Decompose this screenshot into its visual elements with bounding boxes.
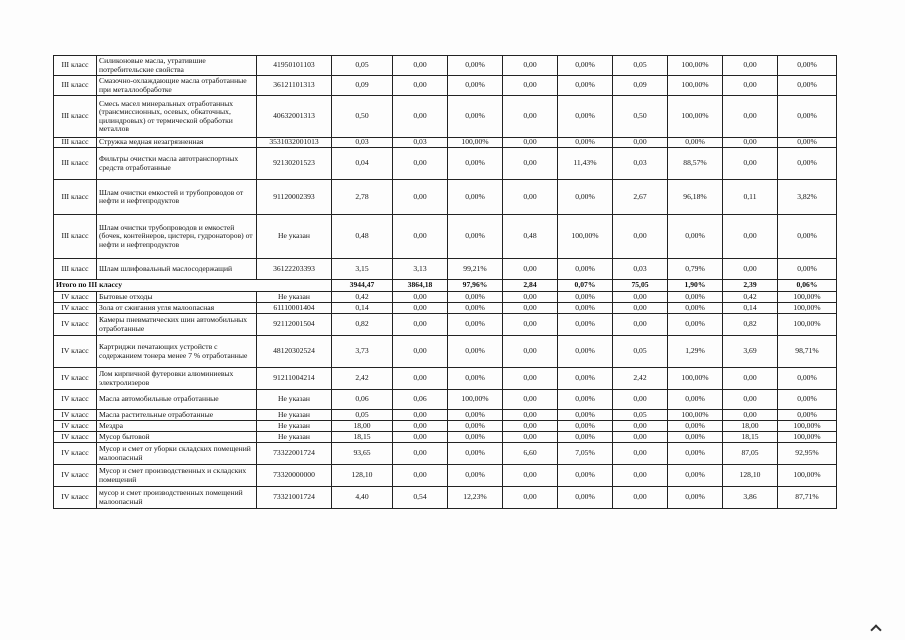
waste-name-cell: мусор и смет производственных помещений малоопасный xyxy=(97,487,257,509)
amount-cell: 0,00 xyxy=(503,96,558,138)
amount-cell: 0,00 xyxy=(723,368,778,390)
percent-cell: 97,96% xyxy=(448,280,503,292)
percent-cell: 0,00% xyxy=(558,410,613,421)
amount-cell: 0,05 xyxy=(613,410,668,421)
waste-name-cell: Шлам очистки емкостей и трубопроводов от нефти и нефтепродуктов xyxy=(97,180,257,215)
amount-cell: 75,05 xyxy=(613,280,668,292)
waste-name-cell: Шлам очистки трубопроводов и емкостей (бочек, контейнеров, цистерн, гудронаторов) от нефти и нефтепродуктов xyxy=(97,215,257,259)
amount-cell: 0,00 xyxy=(613,487,668,509)
percent-cell: 0,00% xyxy=(558,259,613,280)
amount-cell: 2,67 xyxy=(613,180,668,215)
table-row xyxy=(54,148,837,180)
percent-cell: 0,06% xyxy=(778,280,837,292)
percent-cell: 0,00% xyxy=(448,314,503,336)
amount-cell: 0,00 xyxy=(393,368,448,390)
waste-name-cell: Картриджи печатающих устройств с содержанием тонера менее 7 % отработанные xyxy=(97,336,257,368)
waste-name-cell: Бытовые отходы xyxy=(97,292,257,303)
percent-cell: 100,00% xyxy=(558,215,613,259)
hazard-class-cell: IV класс xyxy=(54,390,97,410)
total-amount-cell: 3944,47 xyxy=(332,280,393,292)
percent-cell: 100,00% xyxy=(668,410,723,421)
amount-cell: 87,05 xyxy=(723,443,778,465)
percent-cell: 0,00% xyxy=(448,421,503,432)
amount-cell: 0,42 xyxy=(723,292,778,303)
waste-name-cell: Масла автомобильные отработанные xyxy=(97,390,257,410)
hazard-class-cell: IV класс xyxy=(54,368,97,390)
table-row xyxy=(54,180,837,215)
percent-cell: 0,00% xyxy=(778,96,837,138)
amount-cell: 0,00 xyxy=(503,138,558,148)
amount-cell: 0,14 xyxy=(723,303,778,314)
amount-cell: 6,60 xyxy=(503,443,558,465)
fkko-code-cell: 3531032001013 xyxy=(257,138,332,148)
percent-cell: 0,00% xyxy=(668,390,723,410)
amount-cell: 3,69 xyxy=(723,336,778,368)
hazard-class-cell: IV класс xyxy=(54,303,97,314)
percent-cell: 0,00% xyxy=(668,215,723,259)
total-amount-cell: 93,65 xyxy=(332,443,393,465)
amount-cell: 0,00 xyxy=(393,421,448,432)
percent-cell: 0,00% xyxy=(558,292,613,303)
waste-table xyxy=(53,55,837,509)
amount-cell: 0,00 xyxy=(393,303,448,314)
fkko-code-cell: 41950101103 xyxy=(257,56,332,76)
table-row xyxy=(54,390,837,410)
hazard-class-cell: IV класс xyxy=(54,336,97,368)
total-amount-cell: 0,06 xyxy=(332,390,393,410)
amount-cell: 0,05 xyxy=(613,56,668,76)
amount-cell: 0,00 xyxy=(393,432,448,443)
amount-cell: 0,00 xyxy=(613,465,668,487)
percent-cell: 0,00% xyxy=(448,292,503,303)
percent-cell: 0,00% xyxy=(448,215,503,259)
amount-cell: 0,00 xyxy=(503,314,558,336)
table-row xyxy=(54,56,837,76)
amount-cell: 0,00 xyxy=(393,76,448,96)
percent-cell: 0,00% xyxy=(778,76,837,96)
fkko-code-cell: 91120002393 xyxy=(257,180,332,215)
hazard-class-cell: III класс xyxy=(54,180,97,215)
hazard-class-cell: IV класс xyxy=(54,292,97,303)
percent-cell: 0,00% xyxy=(668,303,723,314)
table-row xyxy=(54,314,837,336)
amount-cell: 0,00 xyxy=(723,138,778,148)
percent-cell: 11,43% xyxy=(558,148,613,180)
percent-cell: 100,00% xyxy=(778,292,837,303)
total-amount-cell: 3,73 xyxy=(332,336,393,368)
percent-cell: 0,00% xyxy=(448,465,503,487)
total-amount-cell: 18,15 xyxy=(332,432,393,443)
percent-cell: 0,00% xyxy=(668,465,723,487)
table-row xyxy=(54,421,837,432)
percent-cell: 0,00% xyxy=(448,148,503,180)
amount-cell: 0,54 xyxy=(393,487,448,509)
amount-cell: 0,09 xyxy=(613,76,668,96)
percent-cell: 100,00% xyxy=(778,303,837,314)
fkko-code-cell: 92130201523 xyxy=(257,148,332,180)
amount-cell: 0,00 xyxy=(613,292,668,303)
waste-name-cell: Мусор и смет от уборки складских помещений малоопасный xyxy=(97,443,257,465)
percent-cell: 100,00% xyxy=(448,138,503,148)
amount-cell: 0,00 xyxy=(723,390,778,410)
fkko-code-cell: 92112001504 xyxy=(257,314,332,336)
percent-cell: 0,00% xyxy=(558,76,613,96)
waste-name-cell: Камеры пневматических шин автомобильных отработанные xyxy=(97,314,257,336)
waste-name-cell: Зола от сжигания угля малоопасная xyxy=(97,303,257,314)
amount-cell: 0,00 xyxy=(613,215,668,259)
waste-name-cell: Стружка медная незагрязненная xyxy=(97,138,257,148)
amount-cell: 128,10 xyxy=(723,465,778,487)
percent-cell: 100,00% xyxy=(778,314,837,336)
table-row xyxy=(54,259,837,280)
amount-cell: 3,86 xyxy=(723,487,778,509)
amount-cell: 2,42 xyxy=(613,368,668,390)
percent-cell: 0,00% xyxy=(448,180,503,215)
percent-cell: 0,00% xyxy=(778,215,837,259)
fkko-code-cell: 61110001404 xyxy=(257,303,332,314)
percent-cell: 0,00% xyxy=(558,96,613,138)
amount-cell: 0,00 xyxy=(613,421,668,432)
waste-name-cell: Мездра xyxy=(97,421,257,432)
amount-cell: 0,00 xyxy=(393,410,448,421)
percent-cell: 100,00% xyxy=(778,432,837,443)
table-row xyxy=(54,96,837,138)
fkko-code-cell: 36122203393 xyxy=(257,259,332,280)
table-row xyxy=(54,292,837,303)
amount-cell: 0,00 xyxy=(393,56,448,76)
amount-cell: 0,00 xyxy=(723,56,778,76)
percent-cell: 88,57% xyxy=(668,148,723,180)
table-row xyxy=(54,410,837,421)
amount-cell: 0,00 xyxy=(503,303,558,314)
amount-cell: 0,00 xyxy=(503,487,558,509)
waste-name-cell: Лом кирпичной футеровки алюминиевых электролизеров xyxy=(97,368,257,390)
fkko-code-cell: Не указан xyxy=(257,215,332,259)
fkko-code-cell: Не указан xyxy=(257,421,332,432)
hazard-class-cell: III класс xyxy=(54,259,97,280)
waste-name-cell: Мусор бытовой xyxy=(97,432,257,443)
percent-cell: 96,18% xyxy=(668,180,723,215)
table-row xyxy=(54,432,837,443)
percent-cell: 92,95% xyxy=(778,443,837,465)
amount-cell: 0,48 xyxy=(503,215,558,259)
page-edge-mark xyxy=(870,624,881,635)
hazard-class-cell: III класс xyxy=(54,215,97,259)
amount-cell: 0,00 xyxy=(503,368,558,390)
percent-cell: 98,71% xyxy=(778,336,837,368)
total-amount-cell: 0,05 xyxy=(332,410,393,421)
hazard-class-cell: IV класс xyxy=(54,314,97,336)
amount-cell: 0,00 xyxy=(503,421,558,432)
fkko-code-cell: Не указан xyxy=(257,390,332,410)
amount-cell: 0,00 xyxy=(393,443,448,465)
amount-cell: 3864,18 xyxy=(393,280,448,292)
fkko-code-cell: 36121101313 xyxy=(257,76,332,96)
percent-cell: 0,00% xyxy=(778,390,837,410)
amount-cell: 0,00 xyxy=(503,259,558,280)
total-amount-cell: 0,48 xyxy=(332,215,393,259)
amount-cell: 0,00 xyxy=(503,465,558,487)
total-amount-cell: 0,42 xyxy=(332,292,393,303)
amount-cell: 0,00 xyxy=(503,56,558,76)
waste-name-cell: Шлам шлифовальный маслосодержащий xyxy=(97,259,257,280)
table-row xyxy=(54,336,837,368)
total-amount-cell: 2,42 xyxy=(332,368,393,390)
fkko-code-cell: 73320000000 xyxy=(257,465,332,487)
hazard-class-cell: III класс xyxy=(54,148,97,180)
table-row xyxy=(54,368,837,390)
table-row xyxy=(54,215,837,259)
amount-cell: 0,00 xyxy=(723,410,778,421)
table-total-row xyxy=(54,280,837,292)
hazard-class-cell: IV класс xyxy=(54,443,97,465)
amount-cell: 0,50 xyxy=(613,96,668,138)
hazard-class-cell: III класс xyxy=(54,138,97,148)
amount-cell: 0,00 xyxy=(503,76,558,96)
percent-cell: 0,00% xyxy=(668,421,723,432)
percent-cell: 0,00% xyxy=(558,180,613,215)
percent-cell: 12,23% xyxy=(448,487,503,509)
amount-cell: 0,00 xyxy=(723,96,778,138)
percent-cell: 0,00% xyxy=(558,390,613,410)
amount-cell: 0,05 xyxy=(613,336,668,368)
percent-cell: 0,00% xyxy=(558,368,613,390)
percent-cell: 87,71% xyxy=(778,487,837,509)
percent-cell: 0,00% xyxy=(558,138,613,148)
total-amount-cell: 0,14 xyxy=(332,303,393,314)
total-amount-cell: 0,03 xyxy=(332,138,393,148)
amount-cell: 0,00 xyxy=(503,148,558,180)
waste-name-cell: Масла растительные отработанные xyxy=(97,410,257,421)
percent-cell: 0,00% xyxy=(558,487,613,509)
amount-cell: 0,11 xyxy=(723,180,778,215)
hazard-class-cell: IV класс xyxy=(54,410,97,421)
percent-cell: 99,21% xyxy=(448,259,503,280)
percent-cell: 0,00% xyxy=(778,410,837,421)
amount-cell: 0,00 xyxy=(503,180,558,215)
hazard-class-cell: III класс xyxy=(54,96,97,138)
fkko-code-cell: Не указан xyxy=(257,410,332,421)
percent-cell: 0,00% xyxy=(448,432,503,443)
amount-cell: 0,00 xyxy=(393,96,448,138)
percent-cell: 0,00% xyxy=(448,303,503,314)
total-amount-cell: 128,10 xyxy=(332,465,393,487)
total-amount-cell: 0,82 xyxy=(332,314,393,336)
percent-cell: 0,00% xyxy=(558,421,613,432)
table-row xyxy=(54,303,837,314)
amount-cell: 18,15 xyxy=(723,432,778,443)
waste-name-cell: Фильтры очистки масла автотранспортных средств отработанные xyxy=(97,148,257,180)
amount-cell: 0,00 xyxy=(393,292,448,303)
amount-cell: 0,00 xyxy=(393,336,448,368)
percent-cell: 0,00% xyxy=(668,138,723,148)
fkko-code-cell: 48120302524 xyxy=(257,336,332,368)
total-amount-cell: 0,04 xyxy=(332,148,393,180)
amount-cell: 0,00 xyxy=(613,443,668,465)
fkko-code-cell: 73322001724 xyxy=(257,443,332,465)
total-amount-cell: 18,00 xyxy=(332,421,393,432)
percent-cell: 100,00% xyxy=(778,465,837,487)
percent-cell: 100,00% xyxy=(668,56,723,76)
amount-cell: 0,00 xyxy=(503,410,558,421)
amount-cell: 0,03 xyxy=(613,259,668,280)
percent-cell: 0,00% xyxy=(448,368,503,390)
waste-name-cell: Смесь масел минеральных отработанных (трансмиссионных, осевых, обкаточных, цилиндровых) от термической обработки металлов xyxy=(97,96,257,138)
hazard-class-cell: IV класс xyxy=(54,487,97,509)
percent-cell: 100,00% xyxy=(668,76,723,96)
percent-cell: 3,82% xyxy=(778,180,837,215)
percent-cell: 0,00% xyxy=(558,314,613,336)
hazard-class-cell: III класс xyxy=(54,76,97,96)
percent-cell: 0,00% xyxy=(448,410,503,421)
amount-cell: 0,00 xyxy=(723,148,778,180)
percent-cell: 0,00% xyxy=(778,56,837,76)
percent-cell: 100,00% xyxy=(668,96,723,138)
percent-cell: 0,00% xyxy=(448,336,503,368)
amount-cell: 0,03 xyxy=(393,138,448,148)
percent-cell: 0,00% xyxy=(668,487,723,509)
percent-cell: 0,00% xyxy=(448,443,503,465)
percent-cell: 0,00% xyxy=(558,336,613,368)
amount-cell: 0,06 xyxy=(393,390,448,410)
amount-cell: 0,00 xyxy=(503,432,558,443)
amount-cell: 0,00 xyxy=(393,148,448,180)
percent-cell: 0,00% xyxy=(448,56,503,76)
fkko-code-cell: 91211004214 xyxy=(257,368,332,390)
amount-cell: 0,00 xyxy=(503,336,558,368)
amount-cell: 0,00 xyxy=(503,292,558,303)
percent-cell: 7,05% xyxy=(558,443,613,465)
amount-cell: 0,82 xyxy=(723,314,778,336)
table-row xyxy=(54,465,837,487)
amount-cell: 18,00 xyxy=(723,421,778,432)
amount-cell: 0,00 xyxy=(393,314,448,336)
table-row xyxy=(54,487,837,509)
amount-cell: 3,13 xyxy=(393,259,448,280)
table-body xyxy=(54,56,837,509)
amount-cell: 0,00 xyxy=(393,465,448,487)
total-amount-cell: 4,40 xyxy=(332,487,393,509)
percent-cell: 0,00% xyxy=(448,76,503,96)
amount-cell: 0,00 xyxy=(613,314,668,336)
amount-cell: 0,00 xyxy=(613,390,668,410)
waste-name-cell: Силиконовые масла, утратившие потребительские свойства xyxy=(97,56,257,76)
hazard-class-cell: IV класс xyxy=(54,432,97,443)
amount-cell: 0,00 xyxy=(393,180,448,215)
percent-cell: 0,00% xyxy=(558,432,613,443)
amount-cell: 0,00 xyxy=(613,138,668,148)
percent-cell: 0,00% xyxy=(558,465,613,487)
total-amount-cell: 0,09 xyxy=(332,76,393,96)
amount-cell: 0,00 xyxy=(723,76,778,96)
total-amount-cell: 2,78 xyxy=(332,180,393,215)
table-row xyxy=(54,138,837,148)
percent-cell: 0,00% xyxy=(668,314,723,336)
fkko-code-cell: Не указан xyxy=(257,292,332,303)
percent-cell: 0,00% xyxy=(778,138,837,148)
percent-cell: 0,00% xyxy=(778,368,837,390)
table-row xyxy=(54,76,837,96)
percent-cell: 0,00% xyxy=(558,303,613,314)
percent-cell: 1,29% xyxy=(668,336,723,368)
percent-cell: 0,79% xyxy=(668,259,723,280)
fkko-code-cell: 73321001724 xyxy=(257,487,332,509)
percent-cell: 0,00% xyxy=(778,259,837,280)
fkko-code-cell: 40632001313 xyxy=(257,96,332,138)
percent-cell: 0,00% xyxy=(448,96,503,138)
total-amount-cell: 3,15 xyxy=(332,259,393,280)
percent-cell: 1,90% xyxy=(668,280,723,292)
waste-name-cell: Смазочно-охлаждающие масла отработанные при металлообработке xyxy=(97,76,257,96)
amount-cell: 2,84 xyxy=(503,280,558,292)
amount-cell: 0,03 xyxy=(613,148,668,180)
hazard-class-cell: IV класс xyxy=(54,421,97,432)
amount-cell: 0,00 xyxy=(723,259,778,280)
percent-cell: 100,00% xyxy=(668,368,723,390)
waste-name-cell: Мусор и смет производственных и складских помещений xyxy=(97,465,257,487)
percent-cell: 0,00% xyxy=(668,432,723,443)
percent-cell: 100,00% xyxy=(448,390,503,410)
total-label-cell: Итого по III классу xyxy=(54,280,332,292)
percent-cell: 0,00% xyxy=(668,292,723,303)
hazard-class-cell: III класс xyxy=(54,56,97,76)
amount-cell: 0,00 xyxy=(613,303,668,314)
fkko-code-cell: Не указан xyxy=(257,432,332,443)
total-amount-cell: 0,05 xyxy=(332,56,393,76)
amount-cell: 0,00 xyxy=(723,215,778,259)
table-row xyxy=(54,443,837,465)
amount-cell: 0,00 xyxy=(503,390,558,410)
percent-cell: 0,00% xyxy=(778,148,837,180)
percent-cell: 0,00% xyxy=(668,443,723,465)
percent-cell: 0,07% xyxy=(558,280,613,292)
percent-cell: 100,00% xyxy=(778,421,837,432)
hazard-class-cell: IV класс xyxy=(54,465,97,487)
amount-cell: 0,00 xyxy=(613,432,668,443)
amount-cell: 0,00 xyxy=(393,215,448,259)
total-amount-cell: 0,50 xyxy=(332,96,393,138)
amount-cell: 2,39 xyxy=(723,280,778,292)
percent-cell: 0,00% xyxy=(558,56,613,76)
